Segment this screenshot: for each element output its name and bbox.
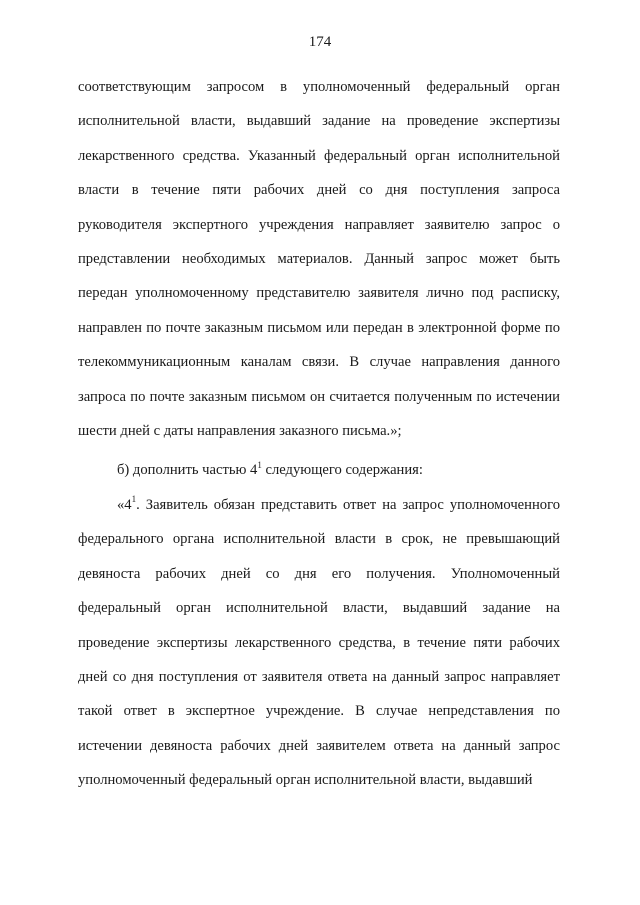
- page-number: 174: [308, 34, 332, 50]
- amendment-b-text-end: следующего содержания:: [261, 462, 423, 479]
- superscript-marker: 1: [131, 494, 137, 505]
- paragraph-part-4-1: [78, 488, 560, 798]
- paragraph-amendment-b: [78, 453, 560, 487]
- amendment-b-text-start: б) дополнить частью 4: [117, 462, 258, 479]
- paragraph-continuation: соответствующим запросом в уполномоченный федеральный орган исполнительной власти, выдавший задание на проведение экспертизы лекарственного средства. Указанный федеральный орган исполнительной власти в течение пяти рабочих дней со дня поступления запроса руководителя экспертного учреждения направляет заявителю запрос о представлении необходимых материалов. Данный запрос может быть передан уполномоченному представителю заявителя лично под расписку, направлен по почте заказным письмом или передан в электронной форме по телекоммуникационным каналам связи. В случае направления данного запроса по почте заказным письмом он считается полученным по истечении шести дней с даты направления заказного письма.»;: [78, 79, 560, 440]
- superscript-marker: 1: [257, 459, 262, 470]
- document-body: [78, 70, 560, 798]
- part-4-1-text: . Заявитель обязан представить ответ на запрос уполномоченного федерального органа исполнительной власти в срок, не превышающий девяноста рабочих дней со дня его получения. Уполномоченный федеральный орган исполнительной власти, выдавший задание на проведение экспертизы лекарственного средства, в течение пяти рабочих дней со дня поступления от заявителя ответа на данный запрос направляет такой ответ в экспертное учреждение. В случае непредставления по истечении девяноста рабочих дней заявителем ответа на данный запрос уполномоченный федеральный орган исполнительной власти, выдавший: [78, 496, 560, 789]
- part-4-1-number: «4: [117, 496, 132, 513]
